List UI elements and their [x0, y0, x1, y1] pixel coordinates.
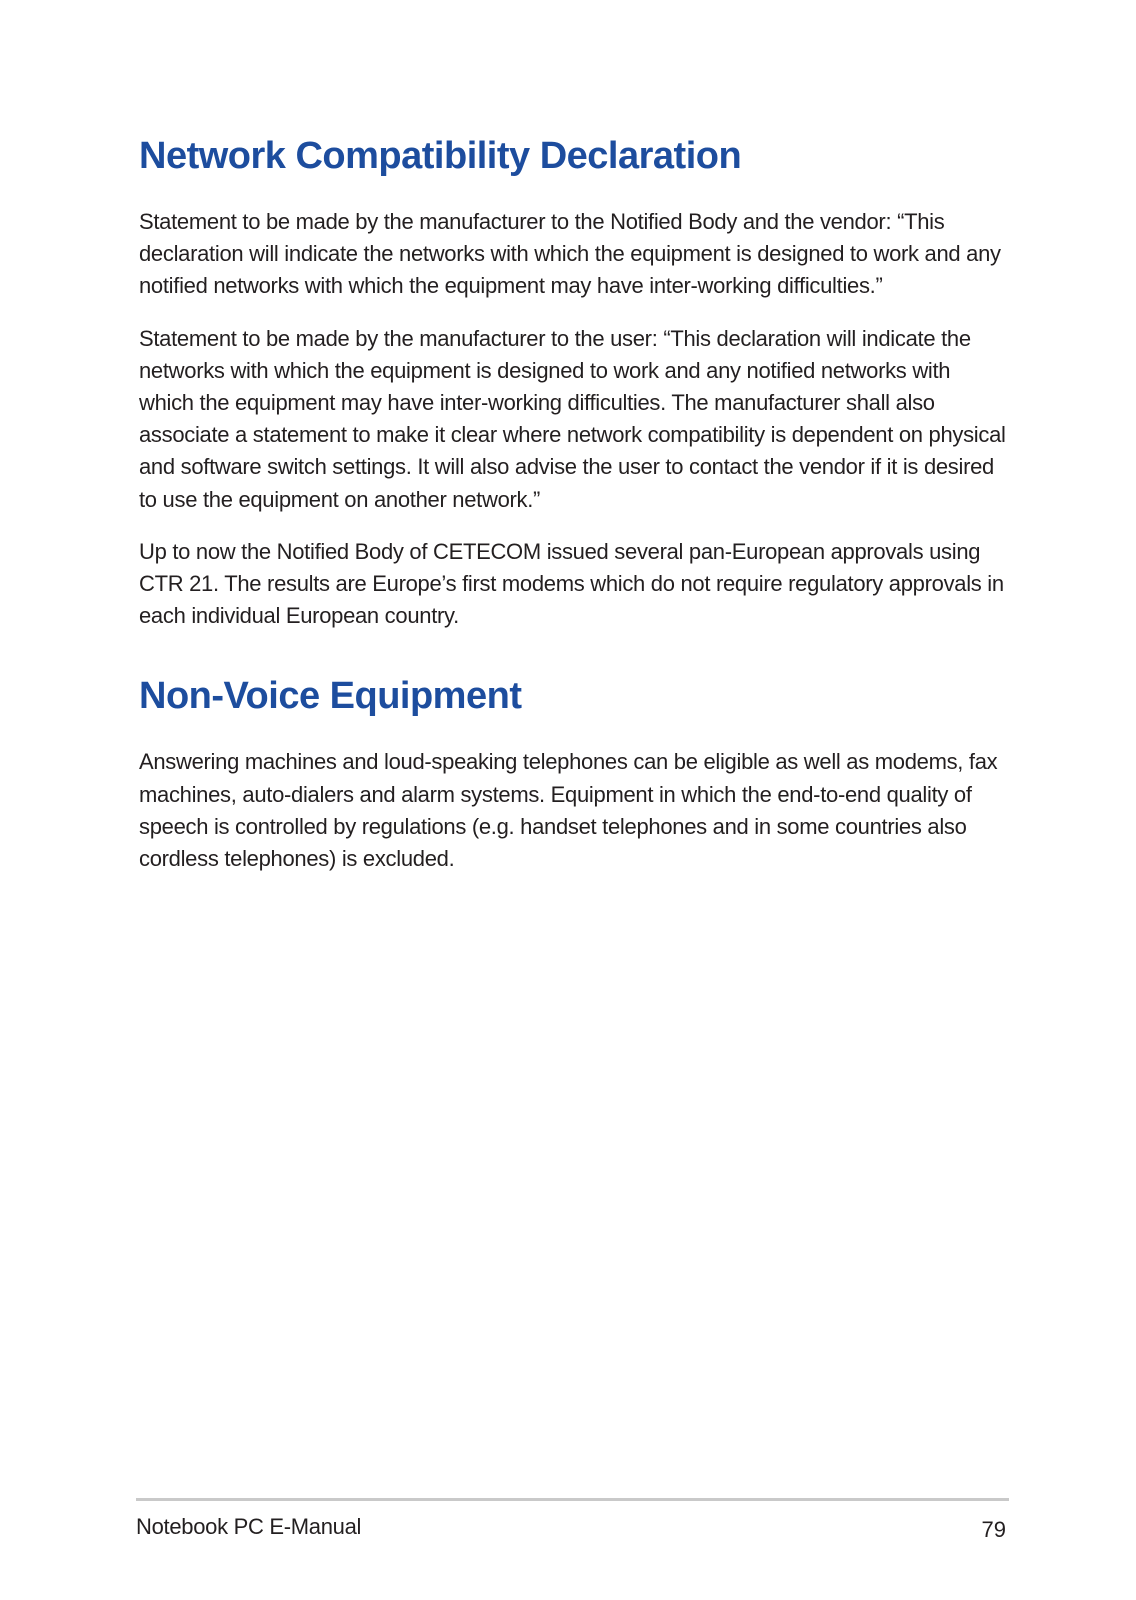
section-heading-non-voice-equipment: Non-Voice Equipment — [139, 675, 522, 718]
footer-manual-title: Notebook PC E-Manual — [136, 1514, 362, 1539]
footer-divider — [136, 1498, 1009, 1501]
paragraph-cetecom-approvals: Up to now the Notified Body of CETECOM issued several pan-European approvals using CTR 21. The results are Europe’s first modems which do not require regulatory approvals in each individual European country. — [139, 538, 1004, 629]
paragraph-non-voice-equipment: Answering machines and loud-speaking telephones can be eligible as well as modems, fax machines, auto-dialers and alarm systems. Equipment in which the end-to-end quality of speech is controlled by regulations (e.g. handset telephones and in some countries also cordless telephones) is excluded. — [139, 749, 998, 872]
paragraph-statement-user: Statement to be made by the manufacturer to the user: “This declaration will indicate the networks with which the equipment is designed to work and any notified networks with which the equipment may have inter-working difficulties. The manufacturer shall also associate a statement to make it clear where network compatibility is dependent on physical and software switch settings. It will also advise the user to contact the vendor if it is desired to use the equipment on another network.” — [139, 325, 1006, 512]
page-content — [139, 126, 1009, 895]
footer-page-number: 79 — [981, 1517, 1006, 1542]
paragraph-statement-vendor: Statement to be made by the manufacturer to the Notified Body and the vendor: “This declaration will indicate the networks with which the equipment is designed to work and any notified networks with which the equipment may have inter-working difficulties.” — [139, 209, 1001, 299]
section-heading-network-compatibility: Network Compatibility Declaration — [139, 135, 742, 177]
